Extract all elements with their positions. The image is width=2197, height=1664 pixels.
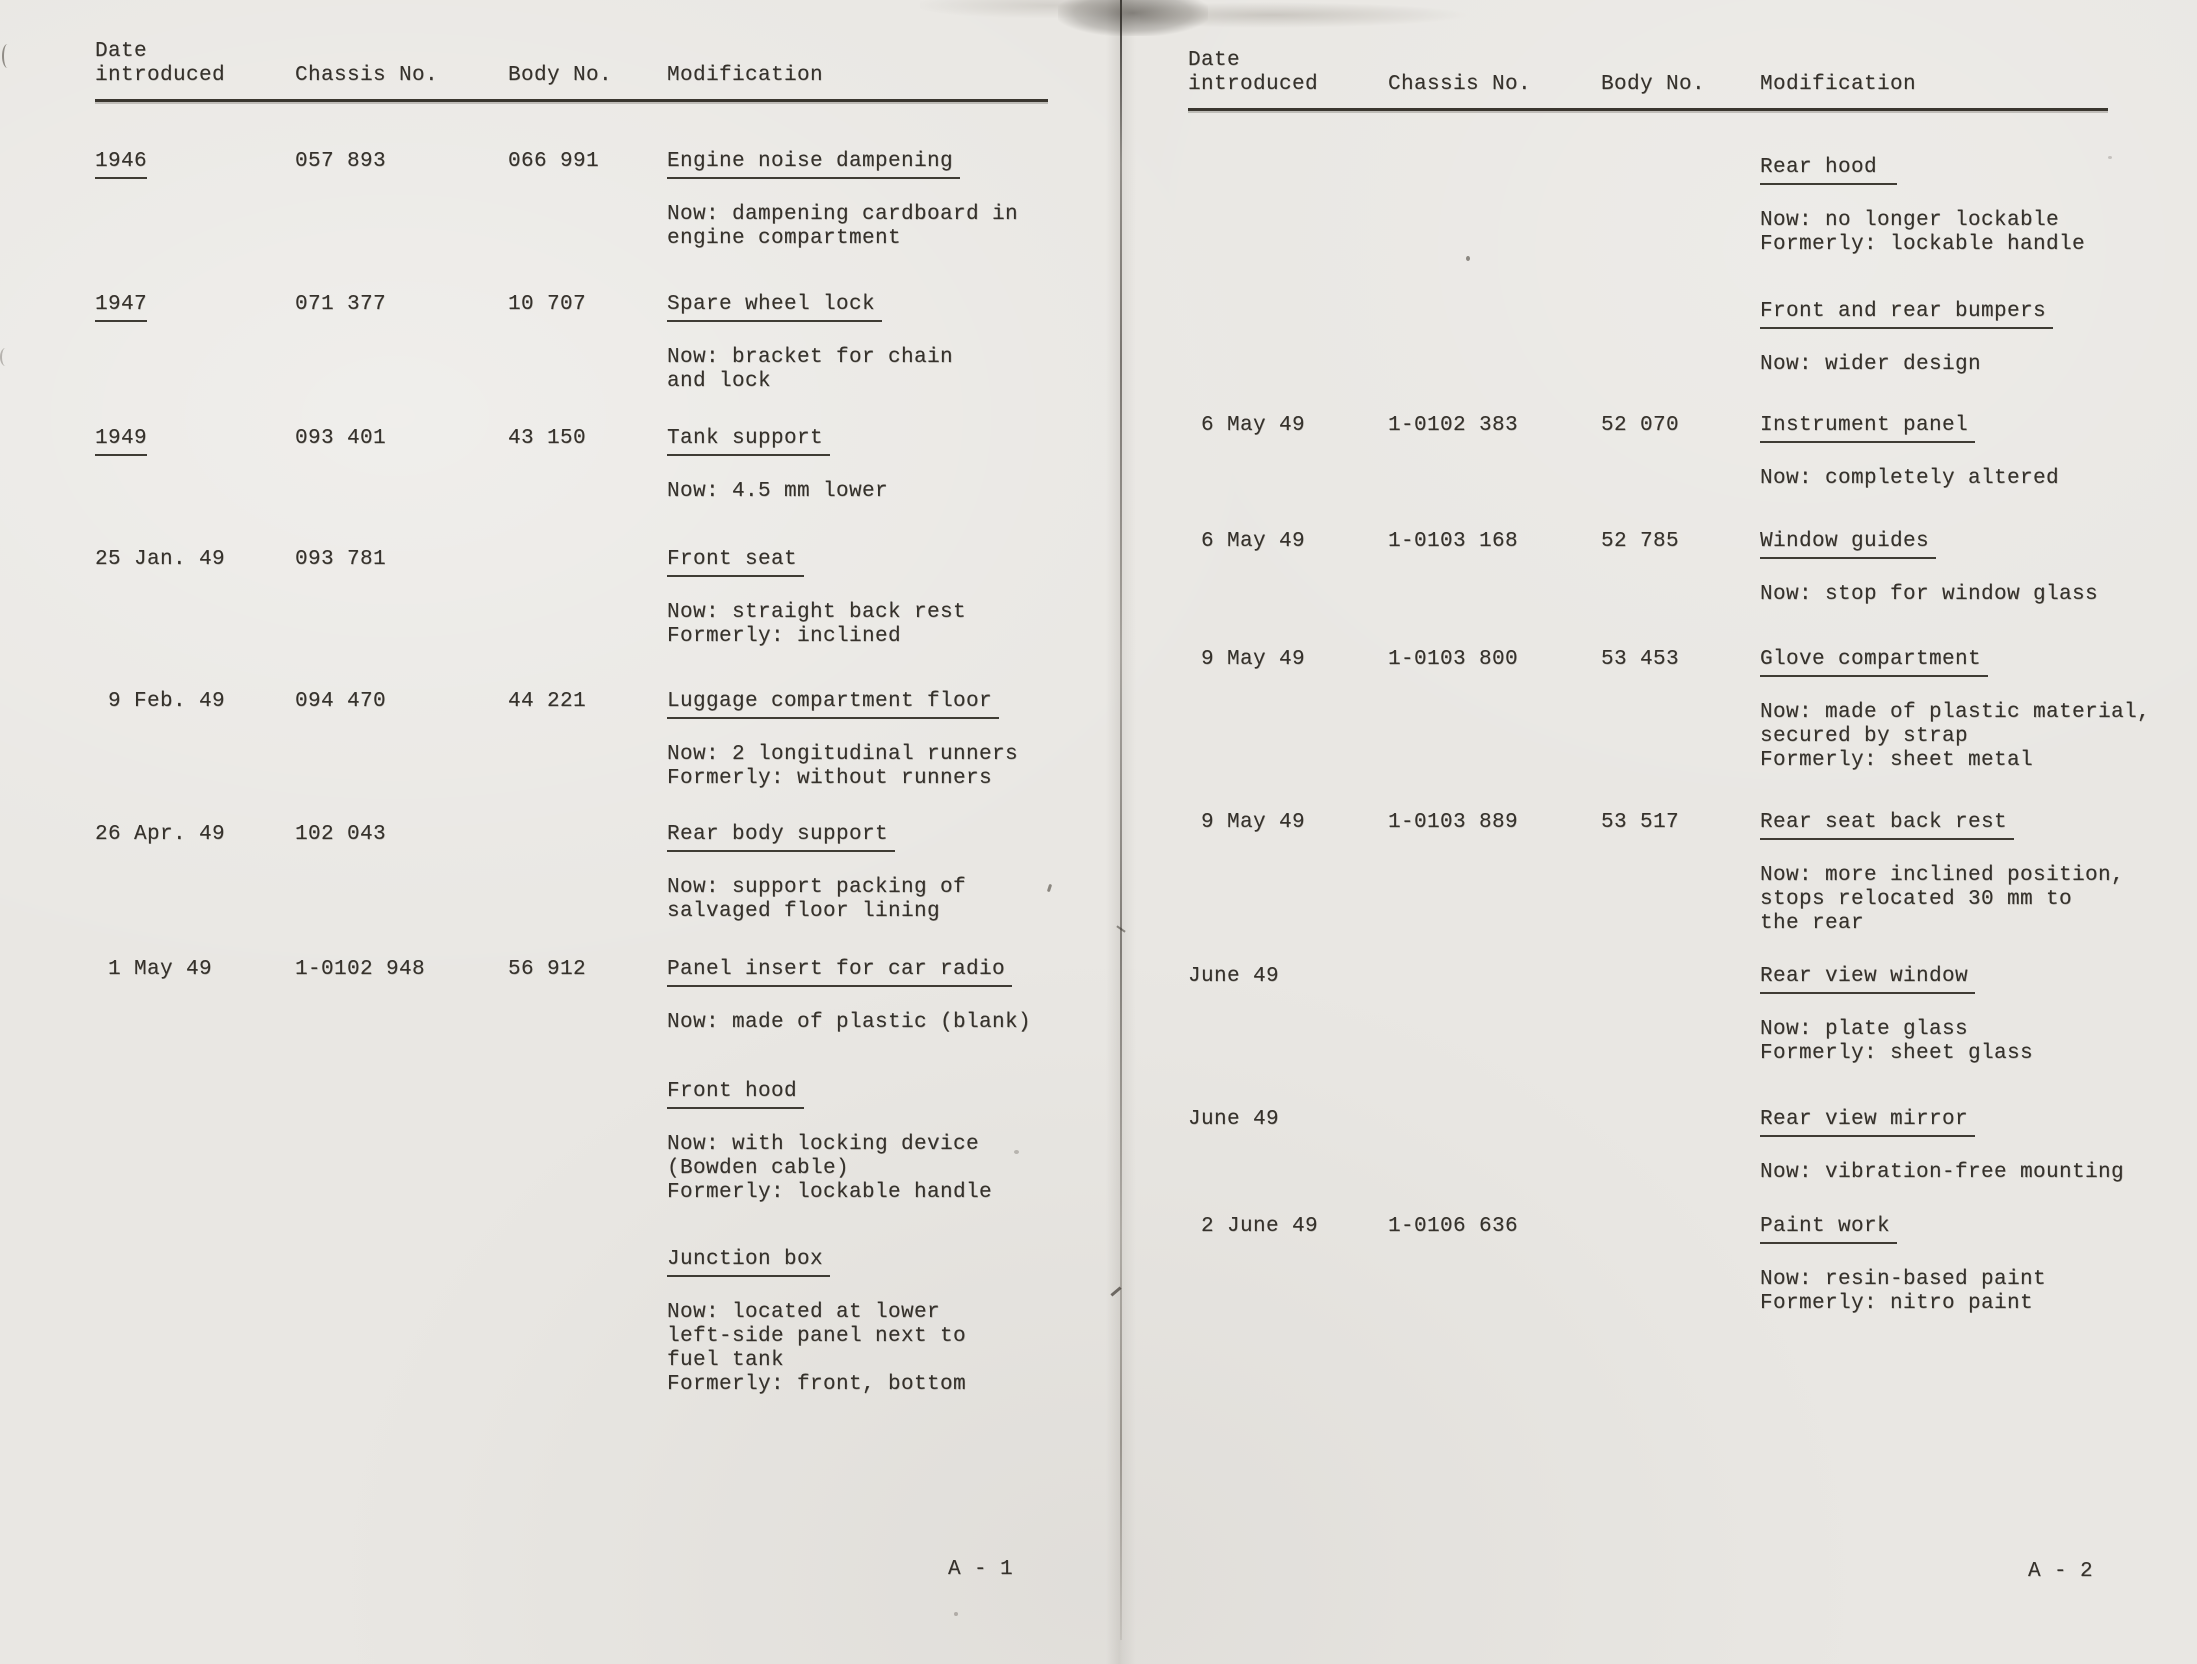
modification-title: Rear hood (1760, 156, 1897, 185)
modification-details (667, 346, 1108, 394)
entry-chassis-no: 1-0103 889 (1388, 811, 1519, 834)
entry-body-no: 066 991 (508, 150, 600, 173)
modification-title: Panel insert for car radio (667, 958, 1012, 987)
modification-detail-line: Now: completely altered (1760, 467, 2060, 490)
modification-detail-line: Now: more inclined position, (1760, 864, 2125, 887)
entry-date: 2 June 49 (1188, 1215, 1319, 1238)
modification-title: Junction box (667, 1248, 830, 1277)
page-number-a1: A - 1 (948, 1558, 1014, 1581)
modification-details (667, 1133, 1108, 1205)
entry-date: June 49 (1188, 1108, 1280, 1131)
entry-modification (1760, 414, 2197, 491)
modification-title: Luggage compartment floor (667, 690, 999, 719)
edge-pen-mark (2, 44, 13, 68)
modification-detail-line: Now: made of plastic (blank) (667, 1011, 1032, 1034)
header-rule (95, 99, 1048, 102)
modification-detail-line: Now: located at lower (667, 1301, 941, 1324)
modification-details (1760, 1161, 2197, 1185)
modification-detail-line: left-side panel next to (667, 1325, 967, 1348)
modification-detail-line: Now: bracket for chain (667, 346, 954, 369)
modification-title: Rear view mirror (1760, 1108, 1975, 1137)
entry-modification (1760, 965, 2197, 1066)
entry-date: June 49 (1188, 965, 1280, 988)
entry-date: 9 May 49 (1188, 648, 1306, 671)
entry-chassis-no: 071 377 (295, 293, 387, 316)
column-header-date-line1: Date (1188, 49, 1241, 72)
modification-title: Engine noise dampening (667, 150, 960, 179)
modification-details (1760, 1268, 2197, 1316)
column-header-date-line2: introduced (1188, 73, 1319, 96)
modification-detail-line: Now: made of plastic material, (1760, 701, 2151, 724)
modification-title: Paint work (1760, 1215, 1897, 1244)
modification-title: Window guides (1760, 530, 1936, 559)
modification-details (1760, 353, 2197, 377)
entry-chassis-no: 093 781 (295, 548, 387, 571)
modification-title: Tank support (667, 427, 830, 456)
modification-detail-line: Now: vibration-free mounting (1760, 1161, 2125, 1184)
modification-detail-line: Formerly: without runners (667, 767, 993, 790)
entry-modification (1760, 156, 2197, 257)
column-header-modification: Modification (667, 64, 824, 87)
modification-details (667, 743, 1108, 791)
modification-title: Spare wheel lock (667, 293, 882, 322)
entry-body-no: 53 517 (1601, 811, 1680, 834)
header-rule (1188, 108, 2108, 111)
modification-details (667, 480, 1108, 504)
modification-detail-line: Now: resin-based paint (1760, 1268, 2047, 1291)
modification-detail-line: fuel tank (667, 1349, 785, 1372)
entry-modification (1760, 530, 2197, 607)
entry-date: 1946 (95, 150, 147, 179)
modification-detail-line: Now: wider design (1760, 353, 1982, 376)
entry-modification (667, 1248, 1108, 1397)
modification-detail-line: stops relocated 30 mm to (1760, 888, 2073, 911)
column-header-body: Body No. (508, 64, 613, 87)
modification-detail-line: Formerly: sheet metal (1760, 749, 2034, 772)
modification-detail-line: Now: dampening cardboard in (667, 203, 1019, 226)
entry-modification (667, 427, 1108, 504)
entry-chassis-no: 1-0103 800 (1388, 648, 1519, 671)
entry-chassis-no: 057 893 (295, 150, 387, 173)
entry-modification (667, 293, 1108, 394)
modification-detail-line: Now: 4.5 mm lower (667, 480, 889, 503)
entry-chassis-no: 1-0106 636 (1388, 1215, 1519, 1238)
modification-details (667, 601, 1108, 649)
modification-detail-line: salvaged floor lining (667, 900, 941, 923)
edge-pen-mark (0, 348, 11, 366)
column-header-body: Body No. (1601, 73, 1706, 96)
modification-detail-line: Formerly: lockable handle (667, 1181, 993, 1204)
modification-detail-line: Formerly: lockable handle (1760, 233, 2086, 256)
entry-chassis-no: 1-0102 948 (295, 958, 426, 981)
modification-detail-line: Now: 2 longitudinal runners (667, 743, 1019, 766)
modification-title: Rear body support (667, 823, 895, 852)
modification-details (1760, 209, 2197, 257)
entry-date: 1949 (95, 427, 147, 456)
modification-title: Front and rear bumpers (1760, 300, 2053, 329)
entry-chassis-no: 1-0103 168 (1388, 530, 1519, 553)
modification-title: Instrument panel (1760, 414, 1975, 443)
modification-detail-line: Now: no longer lockable (1760, 209, 2060, 232)
modification-title: Front seat (667, 548, 804, 577)
modification-title: Rear view window (1760, 965, 1975, 994)
modification-details (1760, 467, 2197, 491)
entry-date: 25 Jan. 49 (95, 548, 226, 571)
entry-body-no: 10 707 (508, 293, 587, 316)
entry-modification (667, 150, 1108, 251)
page-a2 (1188, 0, 2197, 1664)
modification-detail-line: Formerly: inclined (667, 625, 902, 648)
entry-date: 9 Feb. 49 (95, 690, 226, 713)
entry-date: 9 May 49 (1188, 811, 1306, 834)
column-header-modification: Modification (1760, 73, 1917, 96)
modification-details (667, 203, 1108, 251)
modification-detail-line: Formerly: front, bottom (667, 1373, 967, 1396)
entry-modification (1760, 648, 2197, 773)
modification-detail-line: Now: plate glass (1760, 1018, 1969, 1041)
page-fold-divider (1120, 0, 1122, 1640)
entry-modification (1760, 1215, 2197, 1316)
column-header-chassis: Chassis No. (1388, 73, 1532, 96)
column-header-date-line1: Date (95, 40, 148, 63)
entry-modification (667, 690, 1108, 791)
modification-details (1760, 1018, 2197, 1066)
page-number-a2: A - 2 (2028, 1560, 2094, 1583)
modification-detail-line: and lock (667, 370, 772, 393)
column-header-date-line2: introduced (95, 64, 226, 87)
modification-title: Glove compartment (1760, 648, 1988, 677)
modification-detail-line: secured by strap (1760, 725, 1969, 748)
modification-detail-line: Now: with locking device (667, 1133, 980, 1156)
modification-details (1760, 583, 2197, 607)
entry-body-no: 44 221 (508, 690, 587, 713)
entry-date: 6 May 49 (1188, 414, 1306, 437)
entry-body-no: 56 912 (508, 958, 587, 981)
entry-modification (1760, 811, 2197, 936)
modification-title: Front hood (667, 1080, 804, 1109)
modification-detail-line: (Bowden cable) (667, 1157, 850, 1180)
page-a1 (95, 0, 1108, 1664)
entry-body-no: 52 070 (1601, 414, 1680, 437)
column-header-chassis: Chassis No. (295, 64, 439, 87)
modification-detail-line: Formerly: sheet glass (1760, 1042, 2034, 1065)
entry-date: 1947 (95, 293, 147, 322)
entry-modification (667, 823, 1108, 924)
modification-detail-line: Now: support packing of (667, 876, 967, 899)
entry-body-no: 53 453 (1601, 648, 1680, 671)
entry-modification (667, 958, 1108, 1035)
modification-details (1760, 701, 2197, 773)
entry-modification (667, 548, 1108, 649)
modification-details (667, 876, 1108, 924)
entry-chassis-no: 102 043 (295, 823, 387, 846)
entry-date: 26 Apr. 49 (95, 823, 226, 846)
modification-details (667, 1301, 1108, 1397)
modification-detail-line: the rear (1760, 912, 1865, 935)
entry-chassis-no: 094 470 (295, 690, 387, 713)
entry-date: 6 May 49 (1188, 530, 1306, 553)
entry-chassis-no: 093 401 (295, 427, 387, 450)
modification-detail-line: Now: stop for window glass (1760, 583, 2099, 606)
modification-detail-line: Now: straight back rest (667, 601, 967, 624)
entry-body-no: 52 785 (1601, 530, 1680, 553)
modification-details (667, 1011, 1108, 1035)
entry-body-no: 43 150 (508, 427, 587, 450)
modification-title: Rear seat back rest (1760, 811, 2014, 840)
entry-date: 1 May 49 (95, 958, 213, 981)
modification-detail-line: Formerly: nitro paint (1760, 1292, 2034, 1315)
entry-chassis-no: 1-0102 383 (1388, 414, 1519, 437)
modification-detail-line: engine compartment (667, 227, 902, 250)
modification-details (1760, 864, 2197, 936)
entry-modification (1760, 300, 2197, 377)
entry-modification (1760, 1108, 2197, 1185)
entry-modification (667, 1080, 1108, 1205)
